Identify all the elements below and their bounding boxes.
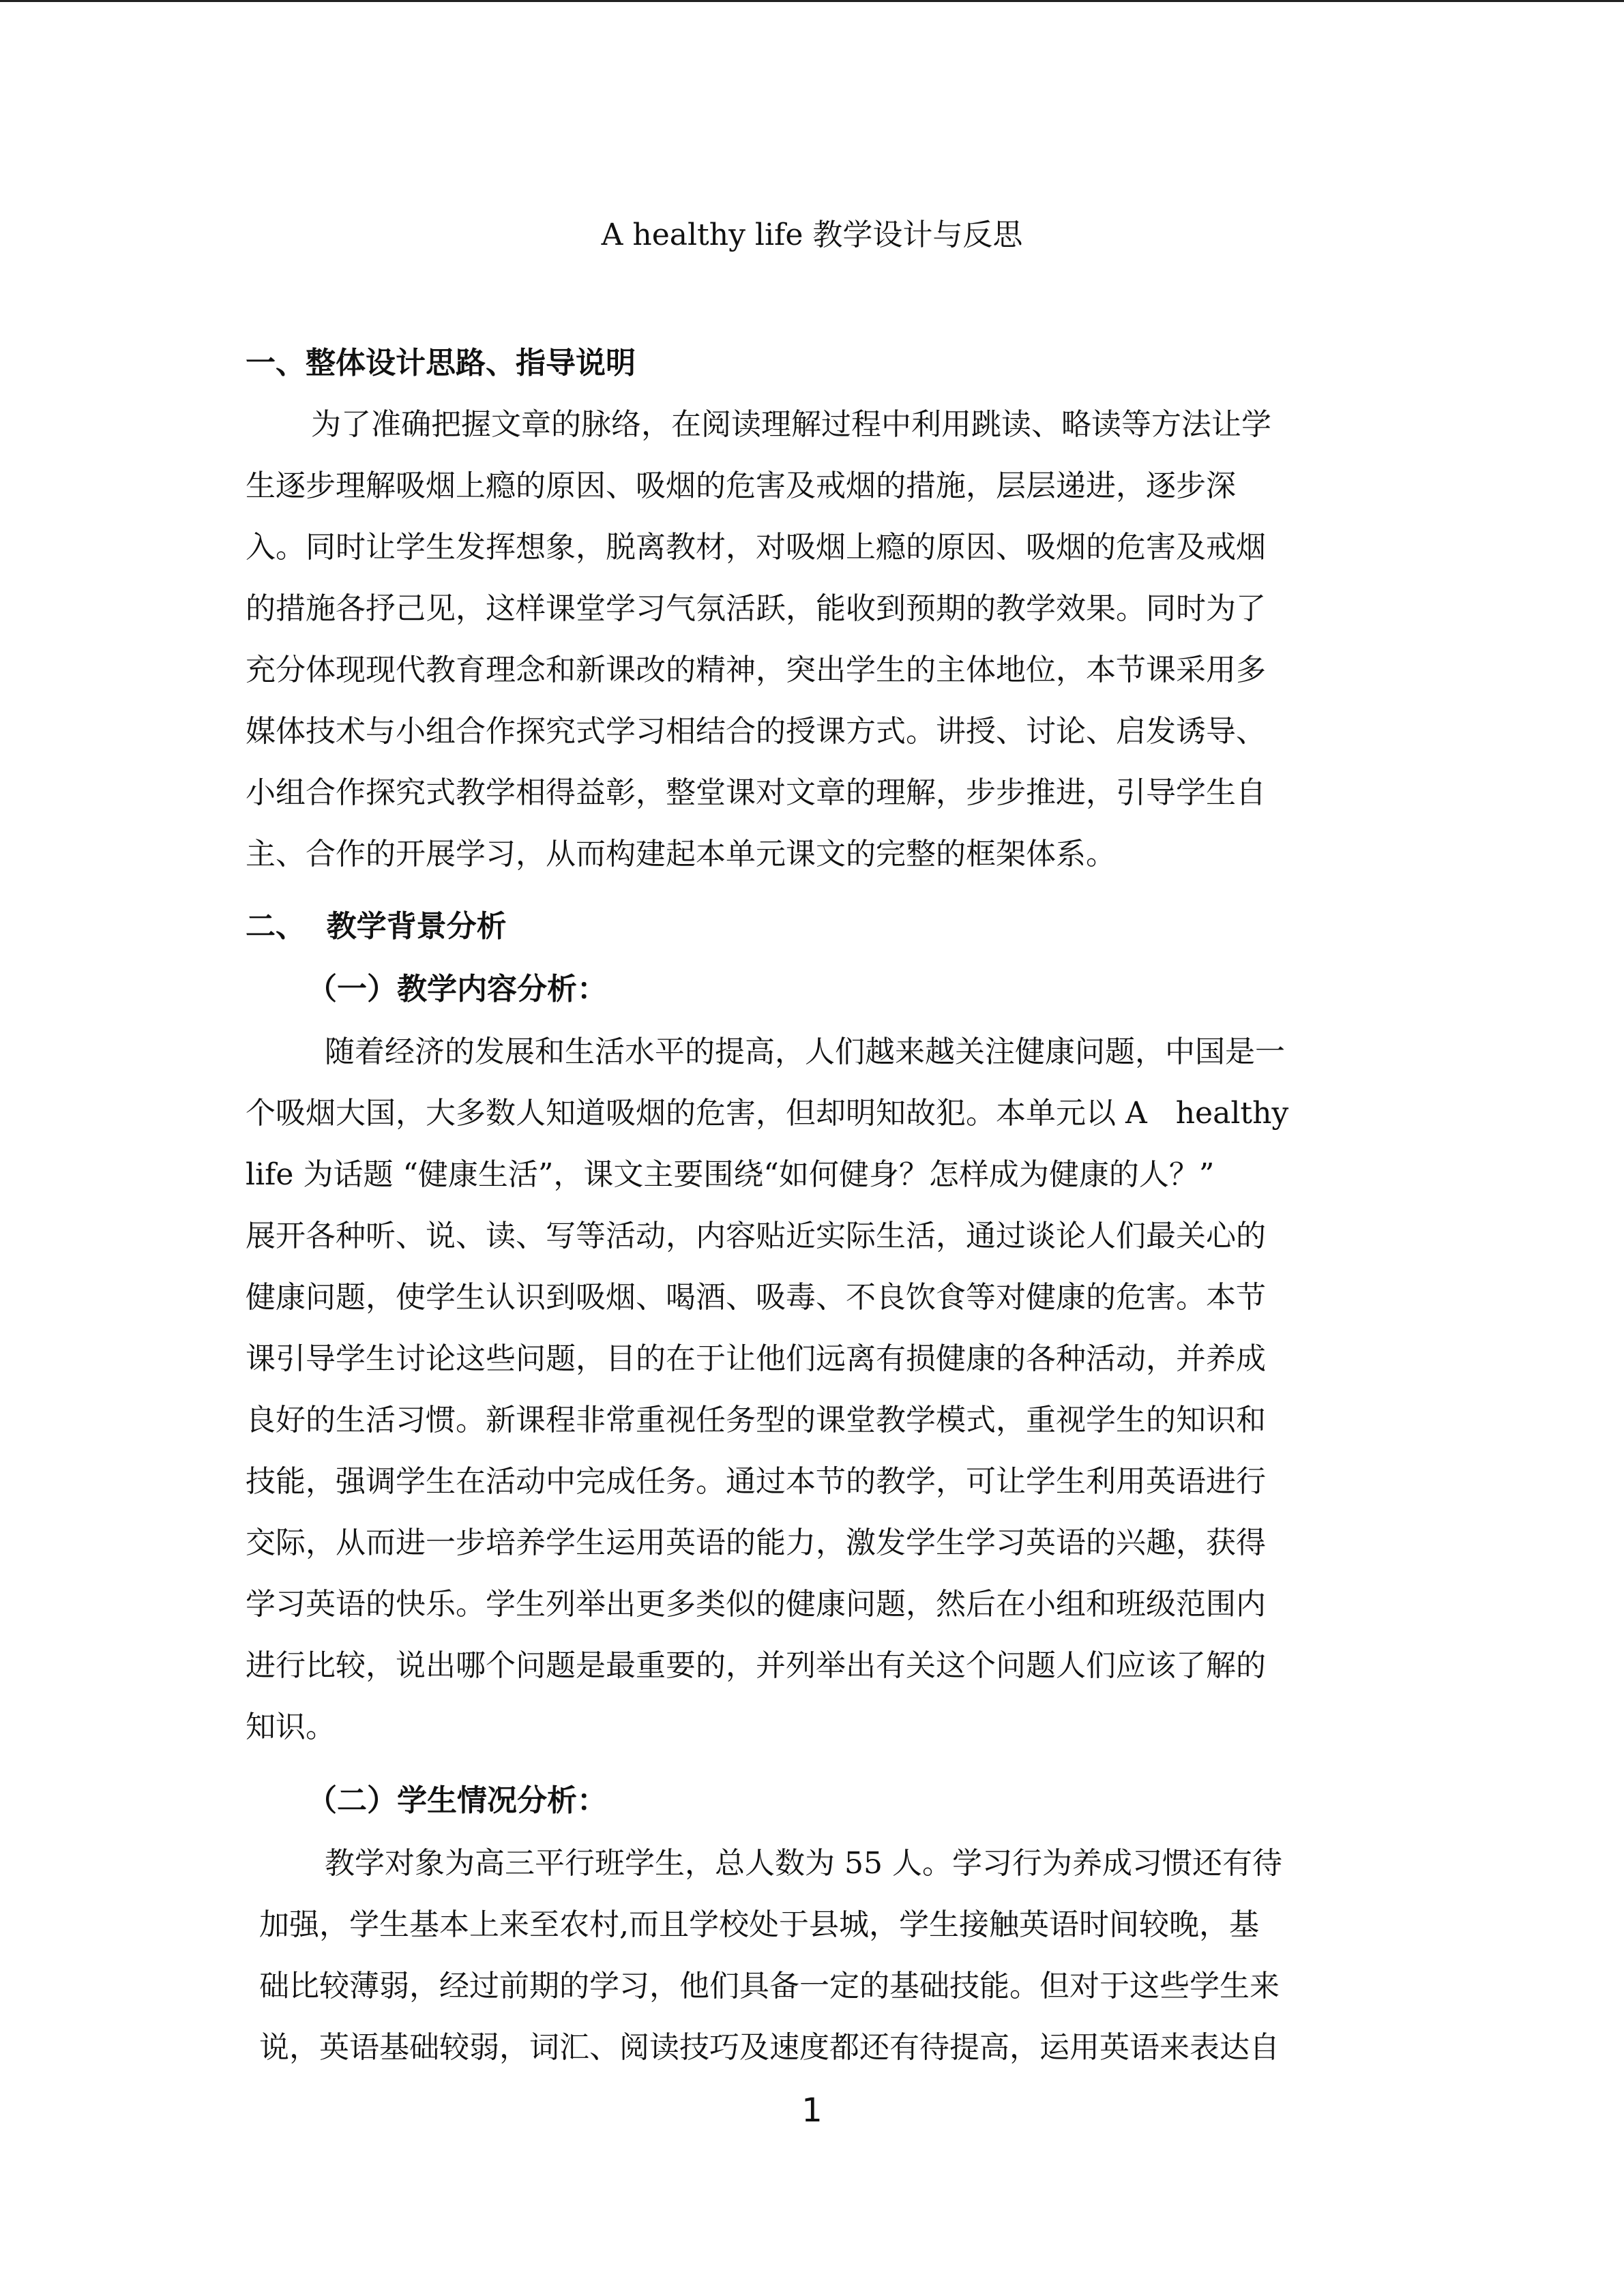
paragraph-line: 个吸烟大国，大多数人知道吸烟的危害，但却明知故犯。本单元以 A healthy	[246, 1096, 1289, 1131]
paragraph-line: 生逐步理解吸烟上瘾的原因、吸烟的危害及戒烟的措施，层层递进，逐步深	[246, 468, 1236, 503]
section-1-heading: 一、整体设计思路、指导说明	[246, 346, 636, 381]
paragraph-line: 知识。	[246, 1710, 336, 1744]
paragraph-line: 础比较薄弱，经过前期的学习，他们具备一定的基础技能。但对于这些学生来	[259, 1969, 1280, 2003]
paragraph-line: life 为话题 “健康生活”，课文主要围绕“如何健身？怎样成为健康的人？”	[246, 1157, 1215, 1192]
paragraph-line: 充分体现现代教育理念和新课改的精神，突出学生的主体地位，本节课采用多	[246, 653, 1266, 687]
paragraph-line: 课引导学生讨论这些问题，目的在于让他们远离有损健康的各种活动，并养成	[246, 1341, 1266, 1376]
paragraph-line: 入。同时让学生发挥想象，脱离教材，对吸烟上瘾的原因、吸烟的危害及戒烟	[246, 530, 1266, 565]
document-title: A healthy life 教学设计与反思	[601, 218, 1023, 252]
paragraph-line: 的措施各抒己见，这样课堂学习气氛活跃，能收到预期的教学效果。同时为了	[246, 591, 1266, 626]
paragraph-line: 良好的生活习惯。新课程非常重视任务型的课堂教学模式，重视学生的知识和	[246, 1403, 1266, 1437]
paragraph-line: 展开各种听、说、读、写等活动，内容贴近实际生活，通过谈论人们最关心的	[246, 1219, 1266, 1253]
paragraph-line: 学习英语的快乐。学生列举出更多类似的健康问题，然后在小组和班级范围内	[246, 1587, 1266, 1622]
paragraph-line: 技能，强调学生在活动中完成任务。通过本节的教学，可让学生利用英语进行	[246, 1464, 1266, 1499]
paragraph-line: 进行比较，说出哪个问题是最重要的，并列举出有关这个问题人们应该了解的	[246, 1648, 1266, 1683]
subsection-2-heading: （二）学生情况分析：	[307, 1783, 607, 1818]
paragraph-line: 为了准确把握文章的脉络，在阅读理解过程中利用跳读、略读等方法让学	[311, 407, 1271, 442]
paragraph-line: 媒体技术与小组合作探究式学习相结合的授课方式。讲授、讨论、启发诱导、	[246, 714, 1266, 749]
paragraph-line: 教学对象为高三平行班学生，总人数为 55 人。学习行为养成习惯还有待	[325, 1846, 1282, 1881]
section-2-heading: 二、 教学背景分析	[246, 909, 507, 944]
paragraph-line: 说，英语基础较弱，词汇、阅读技巧及速度都还有待提高，运用英语来表达自	[259, 2030, 1280, 2065]
paragraph-line: 健康问题，使学生认识到吸烟、喝酒、吸毒、不良饮食等对健康的危害。本节	[246, 1280, 1266, 1315]
paragraph-line: 主、合作的开展学习，从而构建起本单元课文的完整的框架体系。	[246, 837, 1116, 871]
paragraph-line: 加强，学生基本上来至农村,而且学校处于县城，学生接触英语时间较晚，基	[259, 1907, 1259, 1942]
page-number: 1	[801, 2091, 823, 2130]
subsection-1-heading: （一）教学内容分析：	[307, 972, 607, 1007]
paragraph-line: 小组合作探究式教学相得益彰，整堂课对文章的理解，步步推进，引导学生自	[246, 775, 1266, 810]
paragraph-line: 交际，从而进一步培养学生运用英语的能力，激发学生学习英语的兴趣，获得	[246, 1525, 1266, 1560]
paragraph-line: 随着经济的发展和生活水平的提高，人们越来越关注健康问题，中国是一	[325, 1034, 1285, 1069]
